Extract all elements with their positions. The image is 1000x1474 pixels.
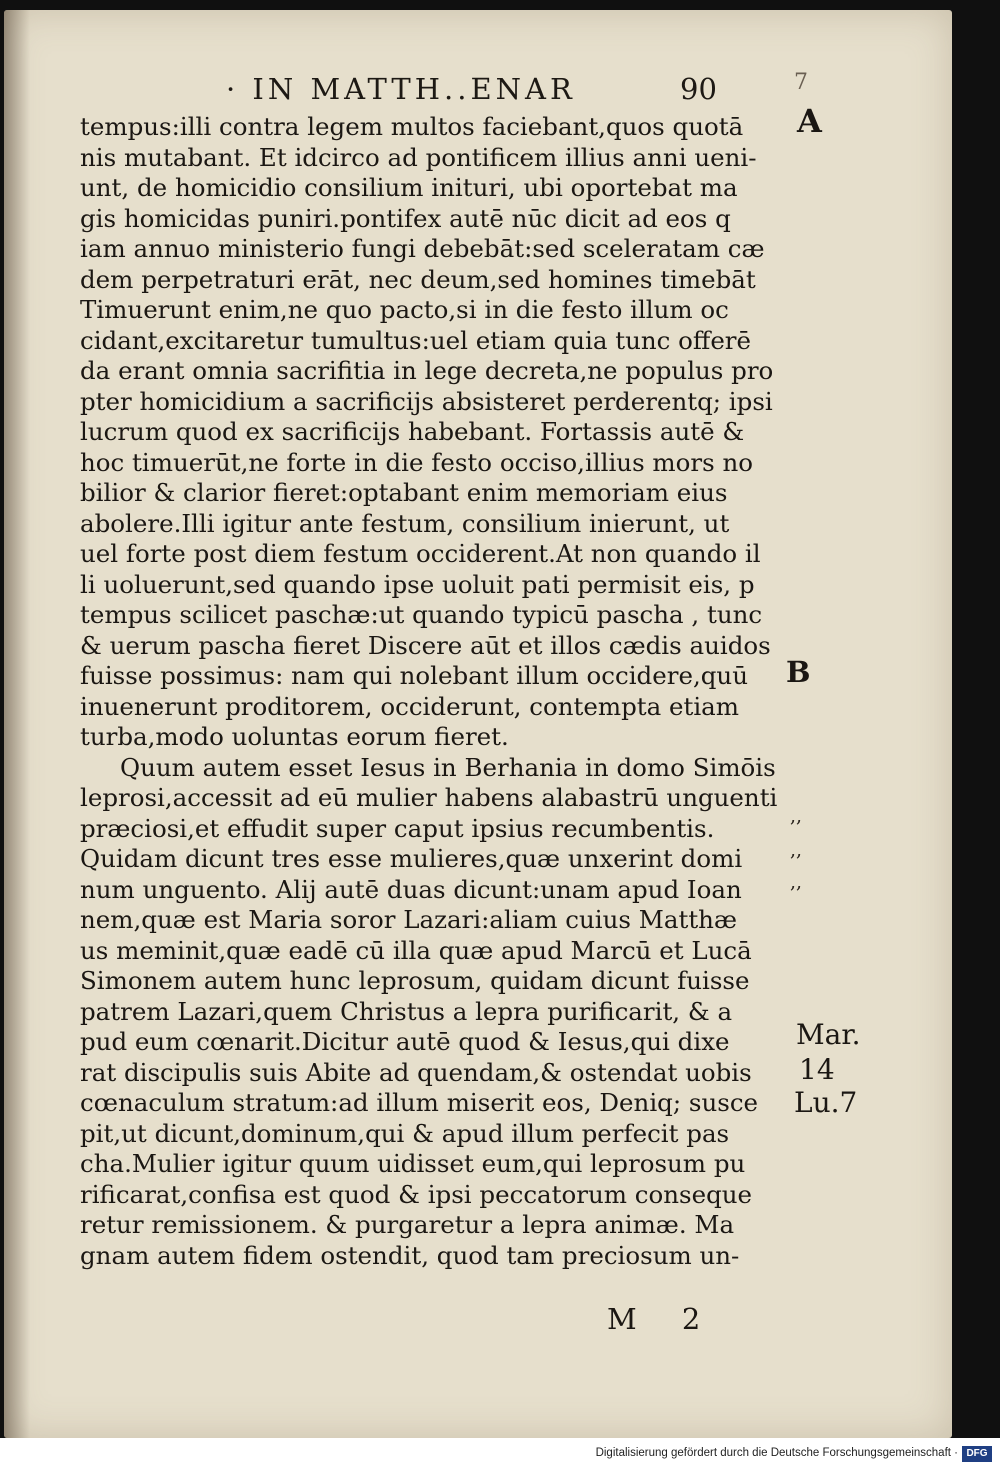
margin-reference: 14 <box>799 1053 835 1086</box>
text-line: nis mutabant. Et idcirco ad pontificem illius anni ueni- <box>80 142 757 172</box>
margin-letter-a: A <box>797 102 822 140</box>
text-line: & uerum pascha fieret Discere aūt et illos cædis auidos <box>80 630 771 660</box>
text-line: retur remissionem. & purgaretur a lepra animæ. Ma <box>80 1210 735 1239</box>
running-title: · IN MATTH..ENAR <box>226 72 576 106</box>
text-line: unt, de homicidio consilium inituri, ubi oportebat ma <box>80 173 738 202</box>
text-line: iam annuo ministerio fungi debebāt:sed sceleratam cæ <box>80 234 765 263</box>
text-line: rat discipulis suis Abite ad quendam,& ostendat uobis <box>80 1057 752 1087</box>
corner-mark: 7 <box>794 70 808 95</box>
text-line: da erant omnia sacrifitia in lege decreta,ne populus pro <box>80 356 774 385</box>
text-line: rificarat,confisa est quod & ipsi peccatorum conseque <box>80 1179 753 1209</box>
text-line: Timuerunt enim,ne quo pacto,si in die festo illum oc <box>80 295 729 324</box>
funding-credit: Digitalisierung gefördert durch die Deutsche Forschungsgemeinschaft · <box>595 1447 958 1459</box>
text-line: hoc timuerūt,ne forte in die festo occiso,illius mors no <box>80 447 754 477</box>
text-line: leprosi,accessit ad eū mulier habens alabastrū unguenti <box>80 783 778 812</box>
text-line: pud eum cœnarit.Dicitur autē quod & Iesus,qui dixe <box>80 1027 730 1056</box>
text-line: pit,ut dicunt,dominum,qui & apud illum perfecit pas <box>80 1118 730 1148</box>
text-line: inuenerunt proditorem, occiderunt, contempta etiam <box>80 691 740 721</box>
text-line: gnam autem fidem ostendit, quod tam preciosum un- <box>80 1240 740 1270</box>
text-line: lucrum quod ex sacrificijs habebant. Fortassis autē & <box>80 417 745 446</box>
text-line: cœnaculum stratum:ad illum miserit eos, Deniq; susce <box>80 1088 759 1117</box>
text-line: bilior & clarior fieret:optabant enim memoriam eius <box>80 478 728 507</box>
body-text <box>80 112 785 1271</box>
text-line: tempus scilicet paschæ:ut quando typicū pascha , tunc <box>80 600 763 629</box>
text-line: nem,quæ est Maria soror Lazari:aliam cuius Matthæ <box>80 905 737 934</box>
text-line: gis homicidas puniri.pontifex autē nūc dicit ad eos q <box>80 203 731 233</box>
margin-reference: Mar. <box>796 1018 861 1051</box>
text-line: cha.Mulier igitur quum uidisset eum,qui leprosum pu <box>80 1149 746 1178</box>
paragraph-start-line: Quum autem esset Iesus in Berhania in domo Simōis <box>120 752 776 782</box>
margin-letter-b: B <box>786 655 811 689</box>
text-line: dem perpetraturi erāt, nec deum,sed homines timebāt <box>80 264 756 294</box>
text-line: turba,modo uoluntas eorum fieret. <box>80 722 509 751</box>
text-line: us meminit,quæ eadē cū illa quæ apud Marcū et Lucā <box>80 935 752 965</box>
margin-quote-mark: ,, <box>790 871 803 893</box>
footer-bar <box>0 1438 1000 1474</box>
text-line: cidant,excitaretur tumultus:uel etiam quia tunc offerē <box>80 325 752 355</box>
text-line: Quidam dicunt tres esse mulieres,quæ unxerint domi <box>80 844 743 873</box>
text-line: abolere.Illi igitur ante festum, consilium inierunt, ut <box>80 508 730 538</box>
book-page <box>4 10 952 1438</box>
text-line: patrem Lazari,quem Christus a lepra purificarit, & a <box>80 996 733 1026</box>
text-line: uel forte post diem festum occiderent.At non quando il <box>80 539 761 568</box>
text-line: fuisse possimus: nam qui nolebant illum occidere,quū <box>80 661 748 690</box>
margin-quote-mark: ,, <box>790 805 803 827</box>
page-number: 90 <box>680 72 717 106</box>
text-line: pter homicidium a sacrificijs absisteret perderentq; ipsi <box>80 386 773 416</box>
dfg-logo-icon: DFG <box>962 1446 992 1462</box>
page-gutter-shadow <box>4 10 30 1438</box>
text-line: præciosi,et effudit super caput ipsius recumbentis. <box>80 813 715 843</box>
signature-mark: M 2 <box>607 1302 719 1336</box>
margin-reference: Lu.7 <box>794 1086 858 1119</box>
text-line: num unguento. Alij autē duas dicunt:unam apud Ioan <box>80 874 742 904</box>
text-line: li uoluerunt,sed quando ipse uoluit pati permisit eis, p <box>80 569 755 599</box>
text-line: tempus:illi contra legem multos faciebant,quos quotā <box>80 112 744 141</box>
text-line: Simonem autem hunc leprosum, quidam dicunt fuisse <box>80 966 750 995</box>
margin-quote-mark: ,, <box>790 839 803 861</box>
